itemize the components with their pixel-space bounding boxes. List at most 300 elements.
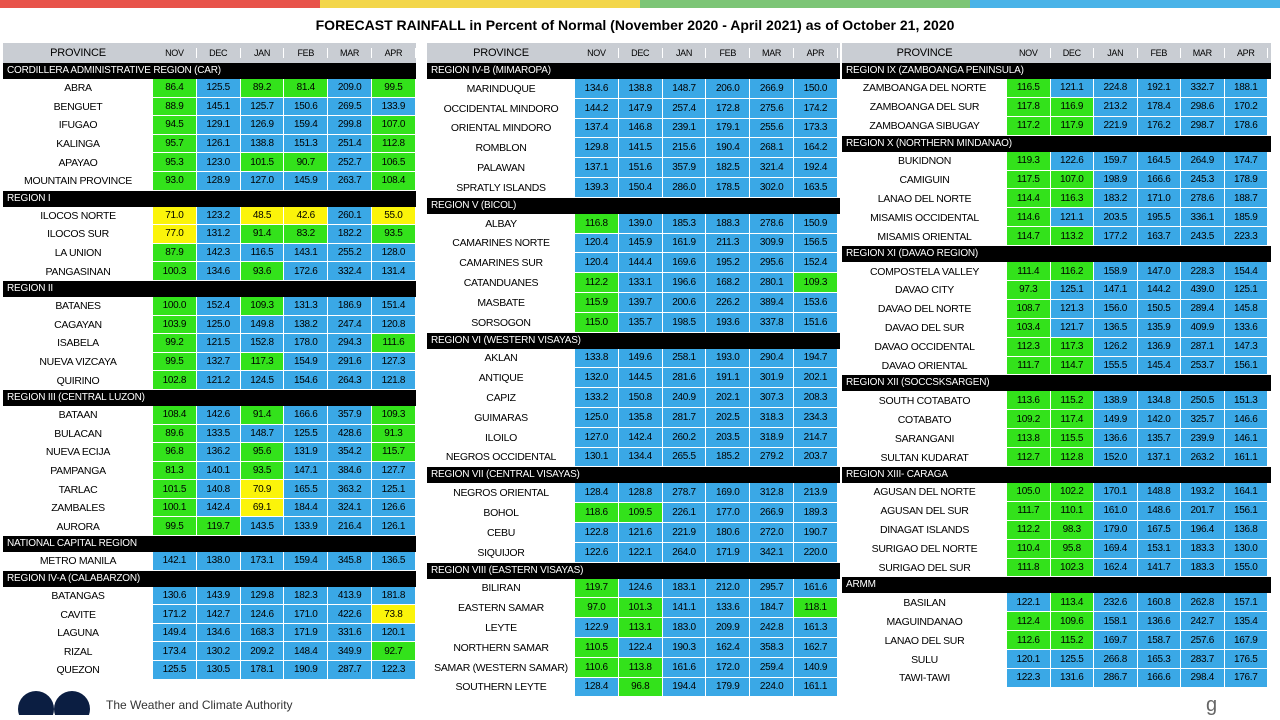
value-cell-apr: 127.3 (372, 353, 416, 372)
value-cell-nov: 99.5 (153, 353, 197, 372)
column-header-jan: JAN (241, 48, 285, 58)
column-header-dec: DEC (1051, 48, 1095, 58)
value-cell-jan: 213.2 (1094, 98, 1138, 117)
value-cell-feb: 42.6 (284, 207, 328, 226)
column-header-mar: MAR (328, 48, 372, 58)
value-cell-mar: 275.6 (750, 99, 794, 119)
value-cell-dec: 125.5 (1051, 650, 1095, 669)
region-header: REGION V (BICOL) (427, 198, 840, 214)
value-cell-feb: 171.0 (1138, 189, 1182, 208)
value-cell-mar: 389.4 (750, 293, 794, 313)
value-cell-jan: 155.5 (1094, 357, 1138, 376)
table-row (842, 262, 1271, 281)
table-row (427, 349, 840, 369)
value-cell-nov: 130.6 (153, 587, 197, 606)
value-cell-jan: 124.5 (241, 371, 285, 390)
value-cell-feb: 178.0 (284, 334, 328, 353)
value-cell-jan: 143.5 (241, 517, 285, 536)
value-cell-feb: 167.5 (1138, 521, 1182, 540)
value-cell-nov: 149.4 (153, 624, 197, 643)
value-cell-apr: 106.5 (372, 153, 416, 172)
value-cell-apr: 192.4 (794, 158, 838, 178)
value-cell-mar: 182.2 (328, 225, 372, 244)
value-cell-feb: 202.1 (706, 388, 750, 408)
value-cell-feb: 206.0 (706, 79, 750, 99)
value-cell-dec: 125.1 (1051, 281, 1095, 300)
province-name: SOUTHERN LEYTE (455, 681, 547, 694)
table-row (842, 189, 1271, 208)
value-cell-apr: 161.3 (794, 618, 838, 638)
value-cell-dec: 128.9 (197, 172, 241, 191)
value-cell-apr: 145.8 (1225, 300, 1269, 319)
value-cell-feb: 160.8 (1138, 593, 1182, 612)
value-cell-dec: 96.8 (619, 678, 663, 698)
value-cell-dec: 139.7 (619, 293, 663, 313)
value-cell-feb: 176.2 (1138, 117, 1182, 136)
value-cell-dec: 121.6 (619, 523, 663, 543)
value-cell-feb: 192.1 (1138, 79, 1182, 98)
value-cell-jan: 161.9 (663, 234, 707, 254)
table-row (842, 319, 1271, 338)
value-cell-mar: 279.2 (750, 448, 794, 468)
column-header-jan: JAN (1094, 48, 1138, 58)
value-cell-dec: 121.1 (1051, 208, 1095, 227)
value-cell-jan: 179.0 (1094, 521, 1138, 540)
value-cell-dec: 138.8 (619, 79, 663, 99)
value-cell-nov: 111.8 (1007, 559, 1051, 578)
value-cell-mar: 183.3 (1181, 540, 1225, 559)
value-cell-apr: 136.5 (372, 552, 416, 571)
value-cell-jan: 148.7 (241, 425, 285, 444)
province-name: CATANDUANES (463, 277, 539, 290)
value-cell-apr: 176.5 (1225, 650, 1269, 669)
value-cell-jan: 278.7 (663, 483, 707, 503)
top-color-bar-green (640, 0, 970, 8)
value-cell-jan: 125.7 (241, 98, 285, 117)
value-cell-dec: 145.9 (619, 234, 663, 254)
value-cell-mar: 312.8 (750, 483, 794, 503)
top-color-bar-yellow (320, 0, 640, 8)
value-cell-jan: 127.0 (241, 172, 285, 191)
value-cell-mar: 318.3 (750, 408, 794, 428)
province-name: MARINDUQUE (466, 82, 536, 95)
value-cell-dec: 150.4 (619, 178, 663, 198)
value-cell-mar: 409.9 (1181, 319, 1225, 338)
value-cell-feb: 138.2 (284, 316, 328, 335)
value-cell-mar: 257.6 (1181, 631, 1225, 650)
value-cell-jan: 129.8 (241, 587, 285, 606)
value-cell-feb: 136.9 (1138, 338, 1182, 357)
province-name: EASTERN SAMAR (458, 602, 544, 615)
table-row (3, 116, 416, 135)
province-name: DAVAO DEL NORTE (877, 303, 972, 316)
value-cell-mar: 250.5 (1181, 391, 1225, 410)
value-cell-feb: 211.3 (706, 234, 750, 254)
value-cell-dec: 129.1 (197, 116, 241, 135)
value-cell-feb: 136.6 (1138, 612, 1182, 631)
value-cell-nov: 112.6 (1007, 631, 1051, 650)
province-name: BILIRAN (481, 582, 521, 595)
value-cell-mar: 358.3 (750, 638, 794, 658)
value-cell-apr: 157.1 (1225, 593, 1269, 612)
table-row (842, 521, 1271, 540)
value-cell-feb: 125.5 (284, 425, 328, 444)
value-cell-dec: 109.5 (619, 503, 663, 523)
value-cell-mar: 252.7 (328, 153, 372, 172)
value-cell-nov: 96.8 (153, 443, 197, 462)
value-cell-dec: 122.1 (619, 543, 663, 563)
value-cell-apr: 234.3 (794, 408, 838, 428)
value-cell-jan: 224.8 (1094, 79, 1138, 98)
value-cell-apr: 109.3 (794, 273, 838, 293)
value-cell-feb: 137.1 (1138, 448, 1182, 467)
table-row (427, 99, 840, 119)
value-cell-mar: 337.8 (750, 313, 794, 333)
value-cell-mar: 266.9 (750, 503, 794, 523)
province-name: SURIGAO DEL NORTE (871, 543, 978, 556)
value-cell-mar: 186.9 (328, 297, 372, 316)
province-name: CAMARINES NORTE (452, 237, 550, 250)
value-cell-mar: 209.0 (328, 79, 372, 98)
province-name: SPRATLY ISLANDS (456, 181, 546, 194)
table-row (842, 540, 1271, 559)
value-cell-jan: 264.0 (663, 543, 707, 563)
rainfall-table-visayas (427, 43, 840, 697)
value-cell-apr: 223.3 (1225, 227, 1269, 246)
region-header: REGION VIII (EASTERN VISAYAS) (427, 563, 840, 579)
province-name: NUEVA ECIJA (45, 446, 111, 459)
province-name: BUKIDNON (897, 155, 952, 168)
value-cell-jan: 258.1 (663, 349, 707, 369)
value-cell-jan: 124.6 (241, 605, 285, 624)
province-name: MASBATE (477, 296, 525, 309)
column-header-jan: JAN (663, 48, 707, 58)
value-cell-dec: 130.5 (197, 661, 241, 680)
value-cell-nov: 100.1 (153, 499, 197, 518)
province-name: KALINGA (56, 138, 100, 151)
column-header-province: PROVINCE (50, 47, 106, 59)
province-name: ZAMBOANGA DEL SUR (869, 101, 980, 114)
province-name: ZAMBOANGA DEL NORTE (862, 82, 987, 95)
value-cell-apr: 135.4 (1225, 612, 1269, 631)
value-cell-apr: 151.3 (1225, 391, 1269, 410)
value-cell-mar: 331.6 (328, 624, 372, 643)
province-name: CAVITE (60, 608, 96, 621)
value-cell-feb: 191.1 (706, 368, 750, 388)
value-cell-feb: 226.2 (706, 293, 750, 313)
value-cell-nov: 111.7 (1007, 357, 1051, 376)
table-row (842, 117, 1271, 136)
table-row (842, 281, 1271, 300)
value-cell-jan: 183.0 (663, 618, 707, 638)
province-name: LANAO DEL NORTE (877, 192, 972, 205)
table-row (427, 579, 840, 599)
province-name: SULTAN KUDARAT (880, 451, 969, 464)
value-cell-jan: 260.2 (663, 428, 707, 448)
value-cell-dec: 112.8 (1051, 448, 1095, 467)
value-cell-dec: 150.8 (619, 388, 663, 408)
value-cell-nov: 86.4 (153, 79, 197, 98)
value-cell-feb: 203.5 (706, 428, 750, 448)
value-cell-dec: 121.5 (197, 334, 241, 353)
value-cell-feb: 135.7 (1138, 429, 1182, 448)
province-name: PAMPANGA (50, 464, 106, 477)
region-header: REGION XI (DAVAO REGION) (842, 246, 1271, 262)
value-cell-nov: 122.9 (575, 618, 619, 638)
column-header-mar: MAR (750, 48, 794, 58)
value-cell-apr: 150.0 (794, 79, 838, 99)
value-cell-mar: 193.2 (1181, 483, 1225, 502)
value-cell-jan: 185.3 (663, 214, 707, 234)
value-cell-nov: 122.3 (1007, 669, 1051, 688)
table-row (3, 642, 416, 661)
value-cell-jan: 265.5 (663, 448, 707, 468)
table-row (427, 543, 840, 563)
province-name: SURIGAO DEL SUR (878, 562, 971, 575)
value-cell-jan: 91.4 (241, 406, 285, 425)
value-cell-jan: 173.1 (241, 552, 285, 571)
value-cell-jan: 203.5 (1094, 208, 1138, 227)
value-cell-dec: 113.8 (619, 658, 663, 678)
value-cell-jan: 198.5 (663, 313, 707, 333)
value-cell-jan: 101.5 (241, 153, 285, 172)
table-row (842, 410, 1271, 429)
value-cell-apr: 214.7 (794, 428, 838, 448)
value-cell-jan: 196.6 (663, 273, 707, 293)
value-cell-jan: 161.0 (1094, 502, 1138, 521)
value-cell-feb: 169.0 (706, 483, 750, 503)
value-cell-dec: 123.0 (197, 153, 241, 172)
value-cell-mar: 278.6 (750, 214, 794, 234)
value-cell-feb: 81.4 (284, 79, 328, 98)
value-cell-jan: 266.8 (1094, 650, 1138, 669)
value-cell-jan: 161.6 (663, 658, 707, 678)
value-cell-apr: 120.8 (372, 316, 416, 335)
province-name: COMPOSTELA VALLEY (869, 265, 980, 278)
value-cell-nov: 95.3 (153, 153, 197, 172)
value-cell-apr: 150.9 (794, 214, 838, 234)
logo-tagline: The Weather and Climate Authority (106, 698, 293, 712)
value-cell-apr: 174.7 (1225, 152, 1269, 171)
table-row (427, 138, 840, 158)
value-cell-nov: 130.1 (575, 448, 619, 468)
value-cell-feb: 168.2 (706, 273, 750, 293)
value-cell-apr: 152.4 (794, 253, 838, 273)
value-cell-jan: 159.7 (1094, 152, 1138, 171)
value-cell-jan: 126.2 (1094, 338, 1138, 357)
province-name: BASILAN (903, 596, 946, 609)
value-cell-nov: 112.7 (1007, 448, 1051, 467)
value-cell-mar: 278.6 (1181, 189, 1225, 208)
value-cell-mar: 428.6 (328, 425, 372, 444)
value-cell-dec: 132.7 (197, 353, 241, 372)
value-cell-nov: 144.2 (575, 99, 619, 119)
province-name: NUEVA VIZCAYA (39, 356, 117, 369)
value-cell-feb: 141.7 (1138, 559, 1182, 578)
value-cell-dec: 134.4 (619, 448, 663, 468)
value-cell-dec: 115.2 (1051, 631, 1095, 650)
value-cell-jan: 169.7 (1094, 631, 1138, 650)
table-row (842, 429, 1271, 448)
value-cell-mar: 216.4 (328, 517, 372, 536)
value-cell-mar: 260.1 (328, 207, 372, 226)
value-cell-mar: 201.7 (1181, 502, 1225, 521)
value-cell-apr: 121.8 (372, 371, 416, 390)
value-cell-feb: 145.4 (1138, 357, 1182, 376)
page-title: FORECAST RAINFALL in Percent of Normal (November 2020 - April 2021) as of October 21, 2020 (315, 17, 955, 33)
province-name: ILOILO (484, 431, 518, 444)
value-cell-dec: 141.5 (619, 138, 663, 158)
value-cell-mar: 289.4 (1181, 300, 1225, 319)
province-name: MAGUINDANAO (886, 615, 963, 628)
value-cell-dec: 123.2 (197, 207, 241, 226)
value-cell-feb: 212.0 (706, 579, 750, 599)
value-cell-feb: 133.6 (706, 598, 750, 618)
value-cell-nov: 112.2 (575, 273, 619, 293)
value-cell-nov: 127.0 (575, 428, 619, 448)
value-cell-jan: 357.9 (663, 158, 707, 178)
value-cell-apr: 163.5 (794, 178, 838, 198)
value-cell-feb: 171.0 (284, 605, 328, 624)
value-cell-apr: 120.1 (372, 624, 416, 643)
value-cell-mar: 298.6 (1181, 98, 1225, 117)
value-cell-apr: 92.7 (372, 642, 416, 661)
value-cell-jan: 221.9 (663, 523, 707, 543)
value-cell-dec: 128.8 (619, 483, 663, 503)
value-cell-jan: 221.9 (1094, 117, 1138, 136)
value-cell-jan: 156.0 (1094, 300, 1138, 319)
value-cell-apr: 161.6 (794, 579, 838, 599)
value-cell-dec: 126.1 (197, 135, 241, 154)
value-cell-mar: 243.5 (1181, 227, 1225, 246)
value-cell-jan: 126.9 (241, 116, 285, 135)
value-cell-apr: 156.1 (1225, 502, 1269, 521)
province-name: MOUNTAIN PROVINCE (24, 175, 132, 188)
value-cell-dec: 145.1 (197, 98, 241, 117)
column-header-apr: APR (1225, 48, 1269, 58)
column-header-feb: FEB (706, 48, 750, 58)
table-row (3, 462, 416, 481)
value-cell-jan: 281.7 (663, 408, 707, 428)
value-cell-feb: 165.3 (1138, 650, 1182, 669)
table-row (842, 631, 1271, 650)
region-header: REGION XIII- CARAGA (842, 467, 1271, 483)
province-name: SULU (911, 653, 938, 666)
value-cell-mar: 264.3 (328, 371, 372, 390)
value-cell-mar: 336.1 (1181, 208, 1225, 227)
province-name: QUEZON (56, 664, 100, 677)
value-cell-mar: 302.0 (750, 178, 794, 198)
province-name: AGUSAN DEL NORTE (873, 486, 976, 499)
value-cell-feb: 90.7 (284, 153, 328, 172)
corner-glyph: g (1206, 694, 1218, 716)
province-name: SORSOGON (471, 316, 531, 329)
column-header-feb: FEB (284, 48, 328, 58)
value-cell-mar: 287.7 (328, 661, 372, 680)
value-cell-nov: 125.0 (575, 408, 619, 428)
value-cell-mar: 255.2 (328, 244, 372, 263)
value-cell-jan: 281.6 (663, 368, 707, 388)
value-cell-mar: 253.7 (1181, 357, 1225, 376)
value-cell-dec: 142.7 (197, 605, 241, 624)
value-cell-jan: 136.5 (1094, 319, 1138, 338)
value-cell-feb: 188.3 (706, 214, 750, 234)
value-cell-apr: 161.1 (1225, 448, 1269, 467)
value-cell-nov: 117.8 (1007, 98, 1051, 117)
province-name: QUIRINO (56, 374, 100, 387)
value-cell-dec: 142.4 (619, 428, 663, 448)
value-cell-dec: 117.4 (1051, 410, 1095, 429)
table-row (842, 300, 1271, 319)
value-cell-jan: 147.1 (1094, 281, 1138, 300)
province-name: ORIENTAL MINDORO (450, 122, 552, 135)
value-cell-dec: 143.9 (197, 587, 241, 606)
province-name: NEGROS OCCIDENTAL (445, 451, 557, 464)
value-cell-jan: 169.6 (663, 253, 707, 273)
province-name: BULACAN (54, 427, 102, 440)
value-cell-feb: 154.6 (284, 371, 328, 390)
value-cell-jan: 48.5 (241, 207, 285, 226)
value-cell-apr: 108.4 (372, 172, 416, 191)
value-cell-dec: 121.1 (1051, 79, 1095, 98)
value-cell-feb: 195.5 (1138, 208, 1182, 227)
value-cell-mar: 242.8 (750, 618, 794, 638)
province-name: DINAGAT ISLANDS (879, 524, 970, 537)
value-cell-apr: 188.7 (1225, 189, 1269, 208)
value-cell-dec: 115.2 (1051, 391, 1095, 410)
value-cell-mar: 251.4 (328, 135, 372, 154)
table-row (842, 612, 1271, 631)
value-cell-dec: 122.4 (619, 638, 663, 658)
value-cell-feb: 133.9 (284, 517, 328, 536)
province-name: SAMAR (WESTERN SAMAR) (434, 661, 568, 674)
value-cell-mar: 298.4 (1181, 669, 1225, 688)
value-cell-apr: 164.2 (794, 138, 838, 158)
value-cell-jan: 200.6 (663, 293, 707, 313)
value-cell-jan: 177.2 (1094, 227, 1138, 246)
value-cell-nov: 137.1 (575, 158, 619, 178)
province-name: ANTIQUE (478, 372, 524, 385)
value-cell-mar: 295.6 (750, 253, 794, 273)
value-cell-apr: 189.3 (794, 503, 838, 523)
province-name: ISABELA (57, 337, 99, 350)
province-name: DAVAO OCCIDENTAL (874, 341, 975, 354)
table-row (3, 153, 416, 172)
value-cell-jan: 215.6 (663, 138, 707, 158)
value-cell-feb: 190.4 (706, 138, 750, 158)
value-cell-dec: 125.5 (197, 79, 241, 98)
value-cell-nov: 132.0 (575, 368, 619, 388)
province-name: COTABATO (897, 413, 952, 426)
table-row (842, 650, 1271, 669)
value-cell-feb: 83.2 (284, 225, 328, 244)
table-row (427, 523, 840, 543)
value-cell-nov: 120.4 (575, 234, 619, 254)
value-cell-feb: 153.1 (1138, 540, 1182, 559)
value-cell-nov: 122.8 (575, 523, 619, 543)
value-cell-apr: 107.0 (372, 116, 416, 135)
table-row (427, 368, 840, 388)
table-row (3, 406, 416, 425)
value-cell-dec: 121.7 (1051, 319, 1095, 338)
table-row (3, 624, 416, 643)
value-cell-jan: 190.3 (663, 638, 707, 658)
value-cell-nov: 173.4 (153, 642, 197, 661)
table-row (842, 338, 1271, 357)
province-name: MISAMIS OCCIDENTAL (870, 211, 979, 224)
value-cell-mar: 309.9 (750, 234, 794, 254)
column-header-row (3, 43, 416, 63)
